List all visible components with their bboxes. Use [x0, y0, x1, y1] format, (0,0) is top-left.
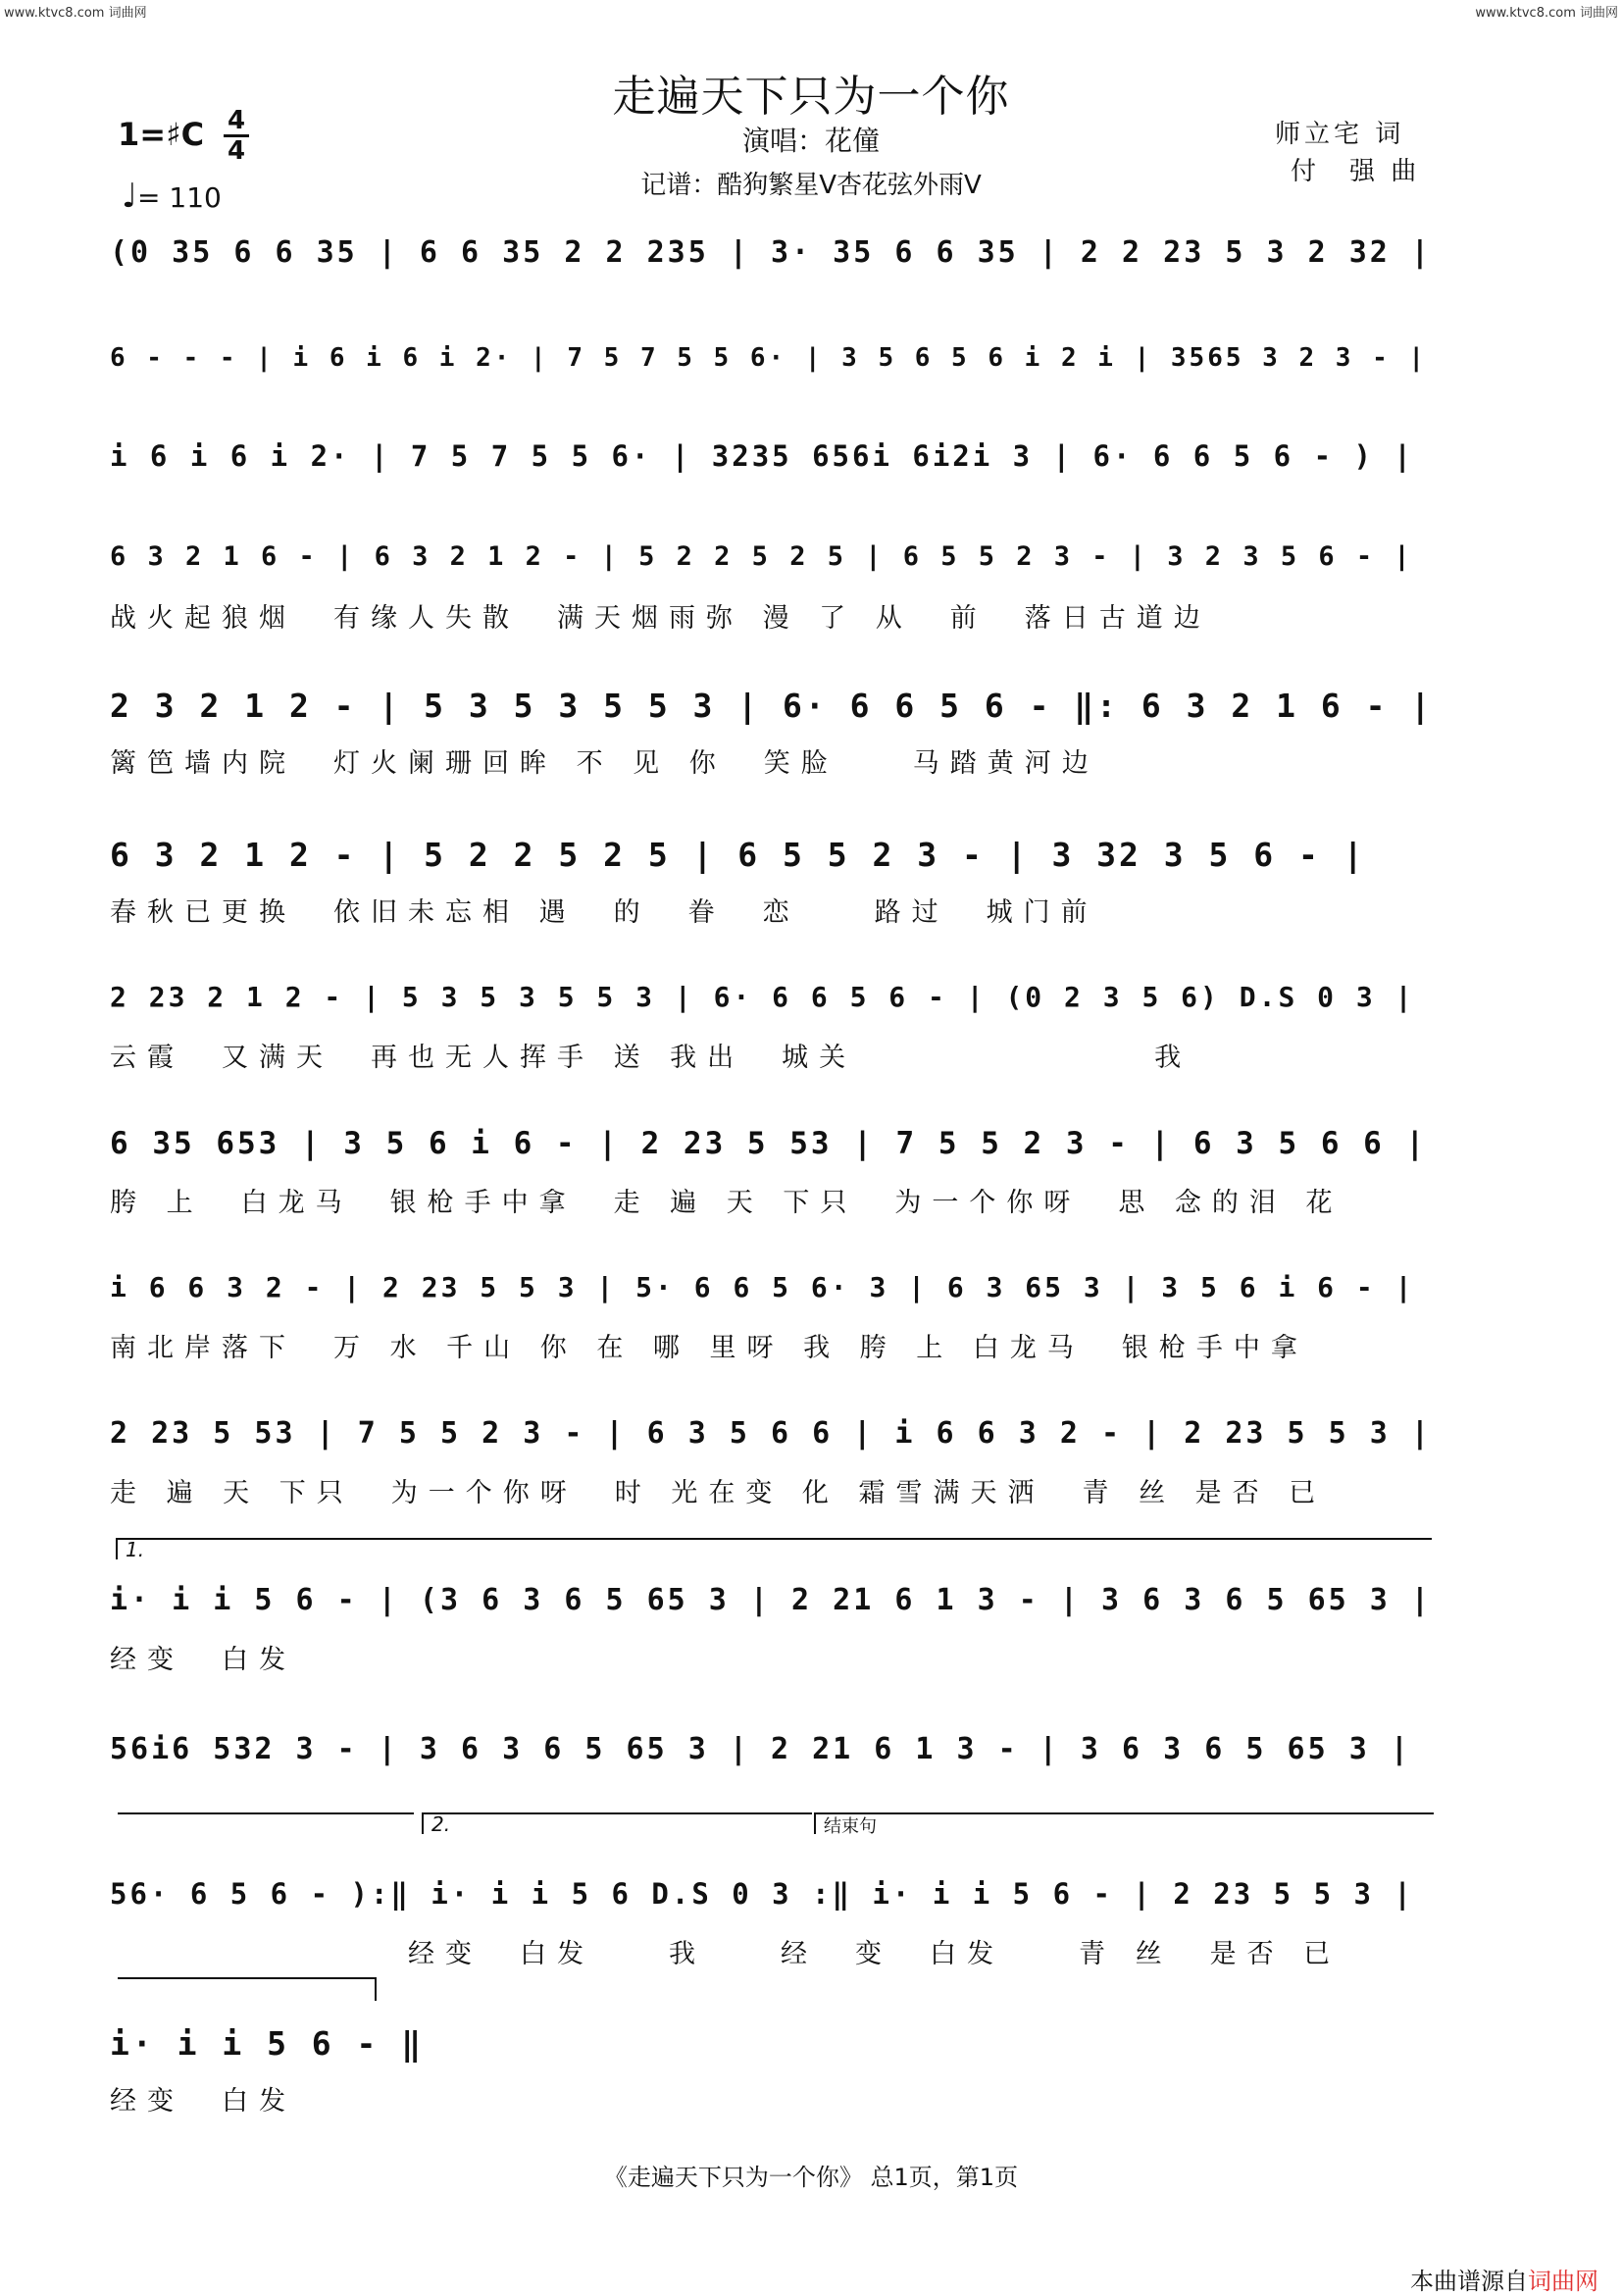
notation-line: 6 35 653 | 3 5 6 i 6 - | 2 23 5 53 | 7 5 5 2 3 - | 6 3 5 6 6 |	[110, 1126, 1428, 1161]
lyrics-line: 胯 上 白龙马 银枪手中拿 走 遍 天 下只 为一个你呀 思 念的泪 花	[110, 1188, 1343, 1218]
volta-1-label: 1.	[126, 1538, 145, 1561]
coda-end-tick	[375, 1977, 377, 2001]
notation-line: i· i i 5 6 - | (3 6 3 6 5 65 3 | 2 21 6 1 3 - | 3 6 3 6 5 65 3 |	[110, 1583, 1432, 1617]
notation-line: i 6 6 3 2 - | 2 23 5 5 3 | 5· 6 6 5 6· 3 | 6 3 65 3 | 3 5 6 i 6 - |	[110, 1271, 1415, 1303]
source-credit	[1410, 2262, 1598, 2296]
source-site: 词曲网	[1528, 2268, 1598, 2295]
volta-2-label: 2.	[431, 1812, 451, 1836]
volta-2-bracket	[422, 1812, 812, 1834]
page-footer: 《走遍天下只为一个你》 总1页，第1页	[603, 2164, 1019, 2191]
coda-label: 结束句	[824, 1816, 877, 1837]
volta-1-bracket	[116, 1538, 1432, 1559]
coda-continuation	[118, 1977, 375, 1979]
source-prefix: 本曲谱源自	[1410, 2268, 1528, 2295]
song-title: 走遍天下只为一个你	[612, 72, 1010, 122]
notation-line: 2 23 2 1 2 - | 5 3 5 3 5 5 3 | 6· 6 6 5 6 - | (0 2 3 5 6) D.S 0 3 |	[110, 981, 1415, 1013]
lyrics-line: 经变 白发 我 经 变 白发 青 丝 是否 已	[110, 1939, 1342, 1969]
time-signature-top: 4	[227, 106, 246, 135]
notation-line: (0 35 6 6 35 | 6 6 35 2 2 235 | 3· 35 6 6 35 | 2 2 23 5 3 2 32 |	[110, 235, 1432, 270]
notation-line: 56· 6 5 6 - ):‖ i· i i 5 6 D.S 0 3 :‖ i· i i 5 6 - | 2 23 5 5 3 |	[110, 1877, 1414, 1911]
key-signature: 1=♯C	[118, 116, 205, 153]
lyrics-line: 南北岸落下 万 水 千山 你 在 哪 里呀 我 胯 上 白龙马 银枪手中拿	[110, 1333, 1308, 1363]
notation-line: 6 3 2 1 6 - | 6 3 2 1 2 - | 5 2 2 5 2 5 | 6 5 5 2 3 - | 3 2 3 5 6 - |	[110, 541, 1413, 572]
composer-credit: 付 强 曲	[1291, 157, 1421, 186]
notation-line: 6 3 2 1 2 - | 5 2 2 5 2 5 | 6 5 5 2 3 - | 3 32 3 5 6 - |	[110, 836, 1366, 874]
tempo-marking	[122, 177, 222, 216]
quarter-note-icon: ♩	[122, 177, 138, 216]
notation-line: 6 - - - | i 6 i 6 i 2· | 7 5 7 5 5 6· | 3 5 6 5 6 i 2 i | 3565 3 2 3 - |	[110, 343, 1428, 373]
lyrics-line: 云霞 又满天 再也无人挥手 送 我出 城关 我	[110, 1043, 1192, 1073]
notation-line: 56i6 532 3 - | 3 6 3 6 5 65 3 | 2 21 6 1 3 - | 3 6 3 6 5 65 3 |	[110, 1732, 1411, 1766]
notation-line: i· i i 5 6 - ‖	[110, 2024, 425, 2063]
lyrics-line: 经变 白发	[110, 1645, 296, 1675]
watermark-top-right: www.ktvc8.com 词曲网	[1475, 6, 1618, 21]
lyricist-credit: 师立宅 词	[1275, 120, 1405, 149]
volta-1-continuation	[118, 1812, 414, 1814]
lyrics-line: 走 遍 天 下只 为一个你呀 时 光在变 化 霜雪满天洒 青 丝 是否 已	[110, 1478, 1327, 1508]
singer-credit: 演唱：花僮	[741, 125, 880, 157]
coda-bracket	[814, 1812, 1434, 1837]
notation-line: i 6 i 6 i 2· | 7 5 7 5 5 6· | 3235 656i 6i2i 3 | 6· 6 6 5 6 - ) |	[110, 439, 1414, 473]
notation-line: 2 23 5 53 | 7 5 5 2 3 - | 6 3 5 6 6 | i 6 6 3 2 - | 2 23 5 5 3 |	[110, 1416, 1432, 1451]
transcriber-credit: 记谱：酷狗繁星V杏花弦外雨V	[640, 171, 982, 200]
notation-line: 2 3 2 1 2 - | 5 3 5 3 5 5 3 | 6· 6 6 5 6 - ‖: 6 3 2 1 6 - |	[110, 687, 1434, 725]
tempo-value: = 110	[137, 181, 222, 214]
lyrics-line: 战火起狼烟 有缘人失散 满天烟雨弥 漫 了 从 前 落日古道边	[110, 603, 1211, 634]
lyrics-line: 春秋已更换 依旧未忘相 遇 的 眷 恋 路过 城门前	[110, 897, 1098, 928]
watermark-top-left: www.ktvc8.com 词曲网	[4, 6, 147, 21]
time-signature	[222, 108, 251, 164]
lyrics-line: 篱笆墙内院 灯火阑珊回眸 不 见 你 笑脸 马踏黄河边	[110, 748, 1099, 779]
time-signature-bottom: 4	[227, 136, 246, 166]
lyrics-line: 经变 白发	[110, 2086, 296, 2117]
